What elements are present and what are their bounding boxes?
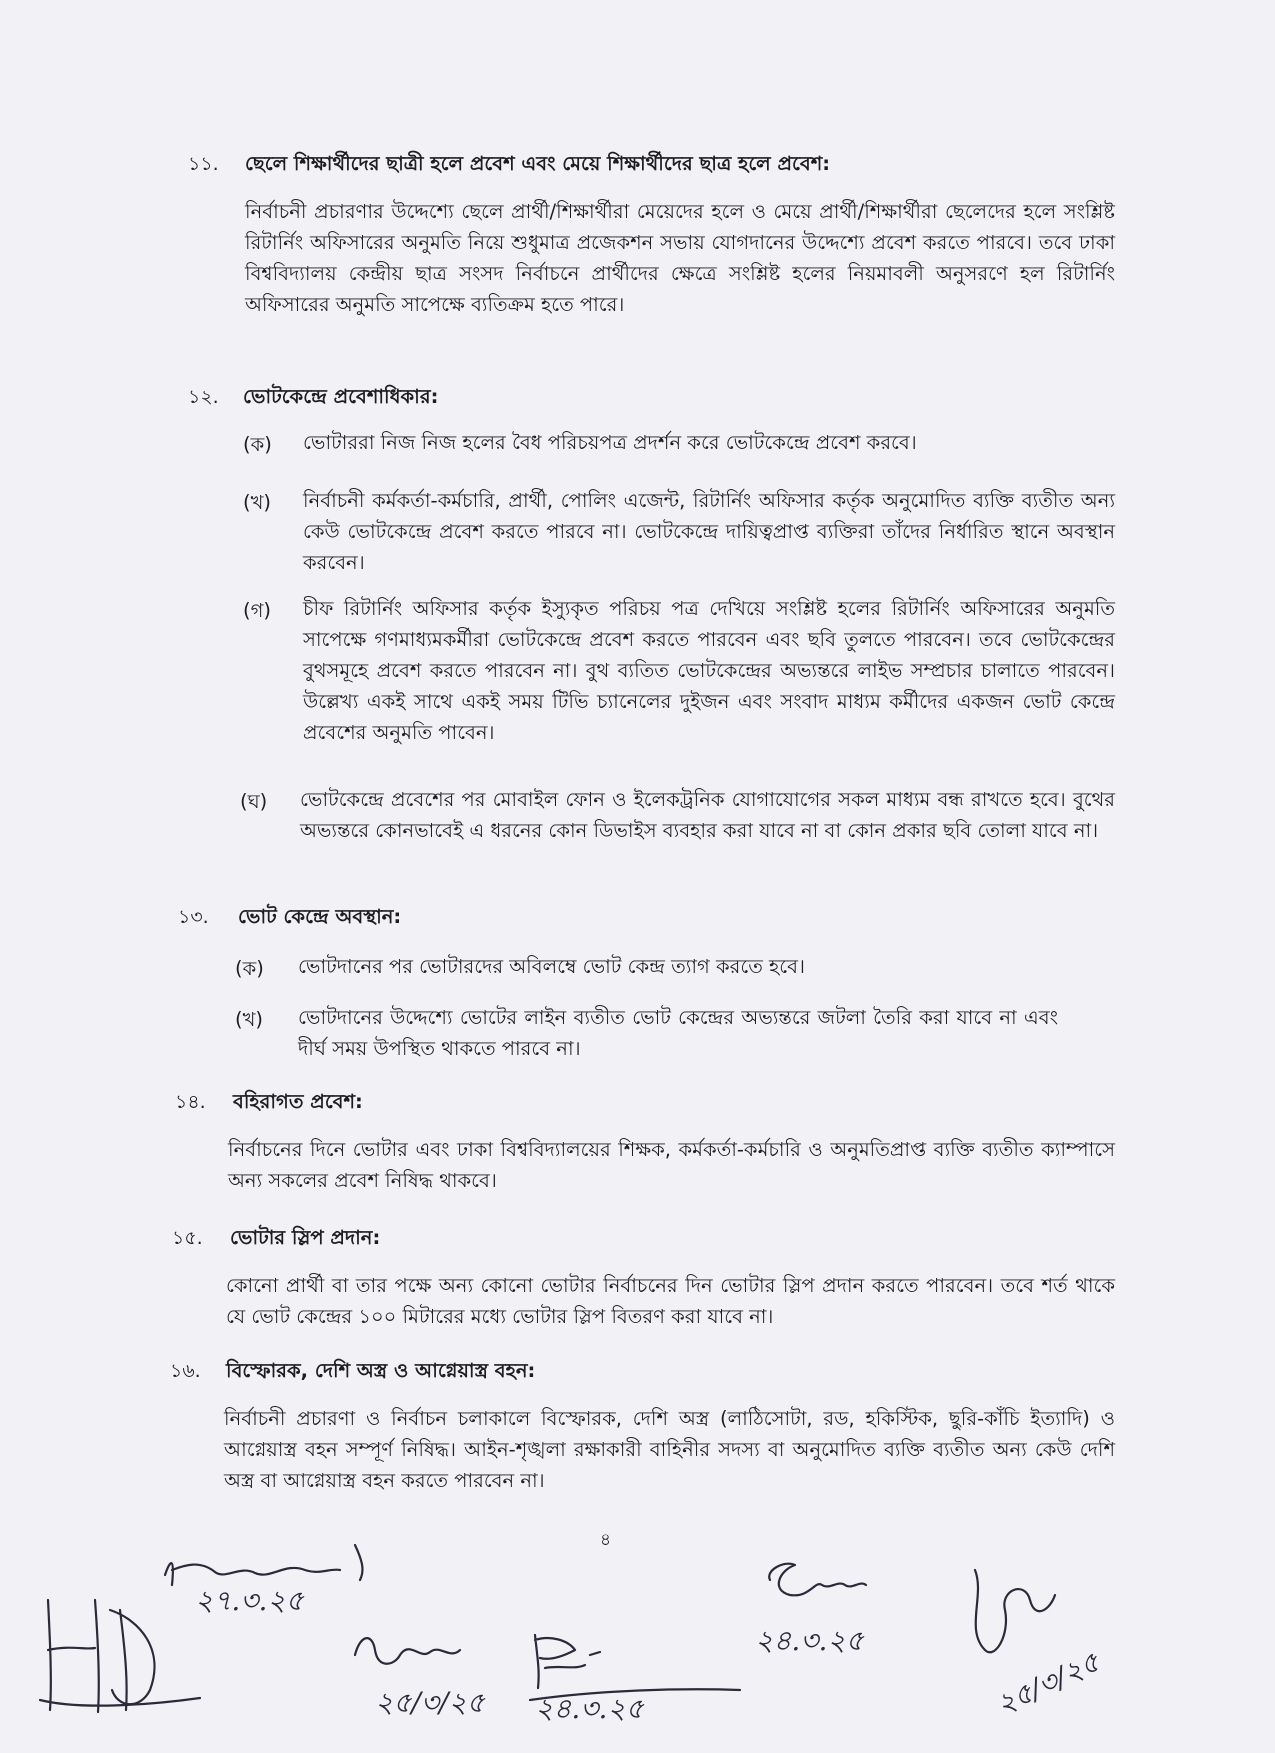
- item-label: (খ): [243, 491, 272, 514]
- svg-text:২৫/৩/২৫: ২৫/৩/২৫: [991, 1645, 1105, 1722]
- section-body: নির্বাচনী প্রচারণার উদ্দেশ্যে ছেলে প্রার্থী/শিক্ষার্থীরা মেয়েদের হলে ও মেয়ে প্রার্থী/শিক্ষার্থীরা ছেলেদের হলে সংশ্লিষ্ট রিটার্নিং অফিসারের অনুমতি নিয়ে শুধুমাত্র প্রজেকশন সভায় যোগদানের উদ্দেশ্যে প্রবেশ করতে পারবে। তবে ঢাকা বিশ্ববিদ্যালয় কেন্দ্রীয় ছাত্র সংসদ নির্বাচনে প্রার্থীদের ক্ষেত্রে সংশ্লিষ্ট হলের নিয়মাবলী অনুসরণে হল রিটার্নিং অফিসারের অনুমতি সাপেক্ষে ব্যতিক্রম হতে পারে।: [245, 200, 1115, 316]
- signatures-area: [0, 1540, 1275, 1753]
- section-heading: ভোট কেন্দ্রে অবস্থান:: [238, 905, 402, 928]
- item-label: (ক): [243, 433, 272, 456]
- section-heading: ভোটকেন্দ্রে প্রবেশাধিকার:: [243, 385, 439, 408]
- item-text: ভোটদানের উদ্দেশ্যে ভোটের লাইন ব্যতীত ভোট কেন্দ্রের অভ্যন্তরে জটলা তৈরি করা যাবে না এবং দীর্ঘ সময় উপস্থিত থাকতে পারবে না।: [298, 1006, 1058, 1060]
- item-label: (খ): [235, 1008, 264, 1031]
- svg-text:২৭.৩.২৫: ২৭.৩.২৫: [195, 1584, 304, 1617]
- section-number: ১৬.: [170, 1360, 201, 1382]
- signature-1: [165, 1545, 362, 1617]
- section-body: নির্বাচনী প্রচারণা ও নির্বাচন চলাকালে বিস্ফোরক, দেশি অস্ত্র (লাঠিসোটা, রড, হকিস্টিক, ছুরি-কাঁচি ইত্যাদি) ও আগ্নেয়াস্ত্র বহন সম্পূর্ণ নিষিদ্ধ। আইন-শৃঙ্খলা রক্ষাকারী বাহিনীর সদস্য বা অনুমোদিত ব্যক্তি ব্যতীত অন্য কেউ দেশি অস্ত্র বা আগ্নেয়াস্ত্র বহন করতে পারবেন না।: [224, 1407, 1115, 1492]
- section-number: ১৩.: [178, 906, 209, 928]
- item-label: (গ): [243, 599, 271, 622]
- svg-text:২৪.৩.২৫: ২৪.৩.২৫: [755, 1624, 864, 1657]
- svg-text:২৫/৩/২৫: ২৫/৩/২৫: [375, 1686, 485, 1719]
- section-number: ১২.: [188, 386, 219, 408]
- item-text: ভোটাররা নিজ নিজ হলের বৈধ পরিচয়পত্র প্রদর্শন করে ভোটকেন্দ্রে প্রবেশ করবে।: [303, 431, 917, 454]
- section-heading: বিস্ফোরক, দেশি অস্ত্র ও আগ্নেয়াস্ত্র বহন:: [226, 1359, 536, 1382]
- section-body: নির্বাচনের দিনে ভোটার এবং ঢাকা বিশ্ববিদ্যালয়ের শিক্ষক, কর্মকর্তা-কর্মচারি ও অনুমতিপ্রাপ্ত ব্যক্তি ব্যতীত ক্যাম্পাসে অন্য সকলের প্রবেশ নিষিদ্ধ থাকবে।: [228, 1138, 1115, 1192]
- section-number: ১৪.: [175, 1091, 206, 1113]
- signature-3: [355, 1638, 486, 1719]
- signature-4: [530, 1635, 740, 1725]
- item-label: (ঘ): [240, 790, 268, 813]
- section-heading: বহিরাগত প্রবেশ:: [233, 1090, 363, 1113]
- section-number: ১৫.: [172, 1227, 203, 1249]
- signature-2: [40, 1600, 200, 1712]
- item-text: ভোটকেন্দ্রে প্রবেশের পর মোবাইল ফোন ও ইলেকট্রনিক যোগাযোগের সকল মাধ্যম বন্ধ রাখতে হবে। বুথের অভ্যন্তরে কোনভাবেই এ ধরনের কোন ডিভাইস ব্যবহার করা যাবে না বা কোন প্রকার ছবি তোলা যাবে না।: [300, 788, 1115, 842]
- item-text: ভোটদানের পর ভোটারদের অবিলম্বে ভোট কেন্দ্র ত্যাগ করতে হবে।: [298, 955, 805, 978]
- section-heading: ভোটার স্লিপ প্রদান:: [230, 1226, 381, 1249]
- item-label: (ক): [235, 957, 264, 980]
- section-body: কোনো প্রার্থী বা তার পক্ষে অন্য কোনো ভোটার নির্বাচনের দিন ভোটার স্লিপ প্রদান করতে পারবেন। তবে শর্ত থাকে যে ভোট কেন্দ্রের ১০০ মিটারের মধ্যে ভোটার স্লিপ বিতরণ করা যাবে না।: [226, 1274, 1115, 1328]
- item-text: নির্বাচনী কর্মকর্তা-কর্মচারি, প্রার্থী, পোলিং এজেন্ট, রিটার্নিং অফিসার কর্তৃক অনুমোদিত ব্যক্তি ব্যতীত অন্য কেউ ভোটকেন্দ্রে প্রবেশ করতে পারবে না। ভোটকেন্দ্রে দায়িত্বপ্রাপ্ত ব্যক্তিরা তাঁদের নির্ধারিত স্থানে অবস্থান করবেন।: [303, 489, 1115, 574]
- signature-6: [975, 1570, 1105, 1721]
- signature-5: [755, 1564, 866, 1657]
- page-number: ৪: [600, 1530, 612, 1550]
- item-text: চীফ রিটার্নিং অফিসার কর্তৃক ইস্যুকৃত পরিচয় পত্র দেখিয়ে সংশ্লিষ্ট হলের রিটার্নিং অফিসারের অনুমতি সাপেক্ষে গণমাধ্যমকর্মীরা ভোটকেন্দ্রে প্রবেশ করতে পারবেন এবং ছবি তুলতে পারবেন। তবে ভোটকেন্দ্রের বুথসমূহে প্রবেশ করতে পারবেন না। বুথ ব্যতিত ভোটকেন্দ্রের অভ্যন্তরে লাইভ সম্প্রচার চালাতে পারবেন। উল্লেখ্য একই সাথে একই সময় টিভি চ্যানেলের দুইজন এবং সংবাদ মাধ্যম কর্মীদের একজন ভোট কেন্দ্রে প্রবেশের অনুমতি পাবেন।: [303, 597, 1115, 744]
- section-heading: ছেলে শিক্ষার্থীদের ছাত্রী হলে প্রবেশ এবং মেয়ে শিক্ষার্থীদের ছাত্র হলে প্রবেশ:: [245, 152, 831, 175]
- section-number: ১১.: [188, 153, 219, 175]
- svg-text:২৪.৩.২৫: ২৪.৩.২৫: [535, 1692, 644, 1725]
